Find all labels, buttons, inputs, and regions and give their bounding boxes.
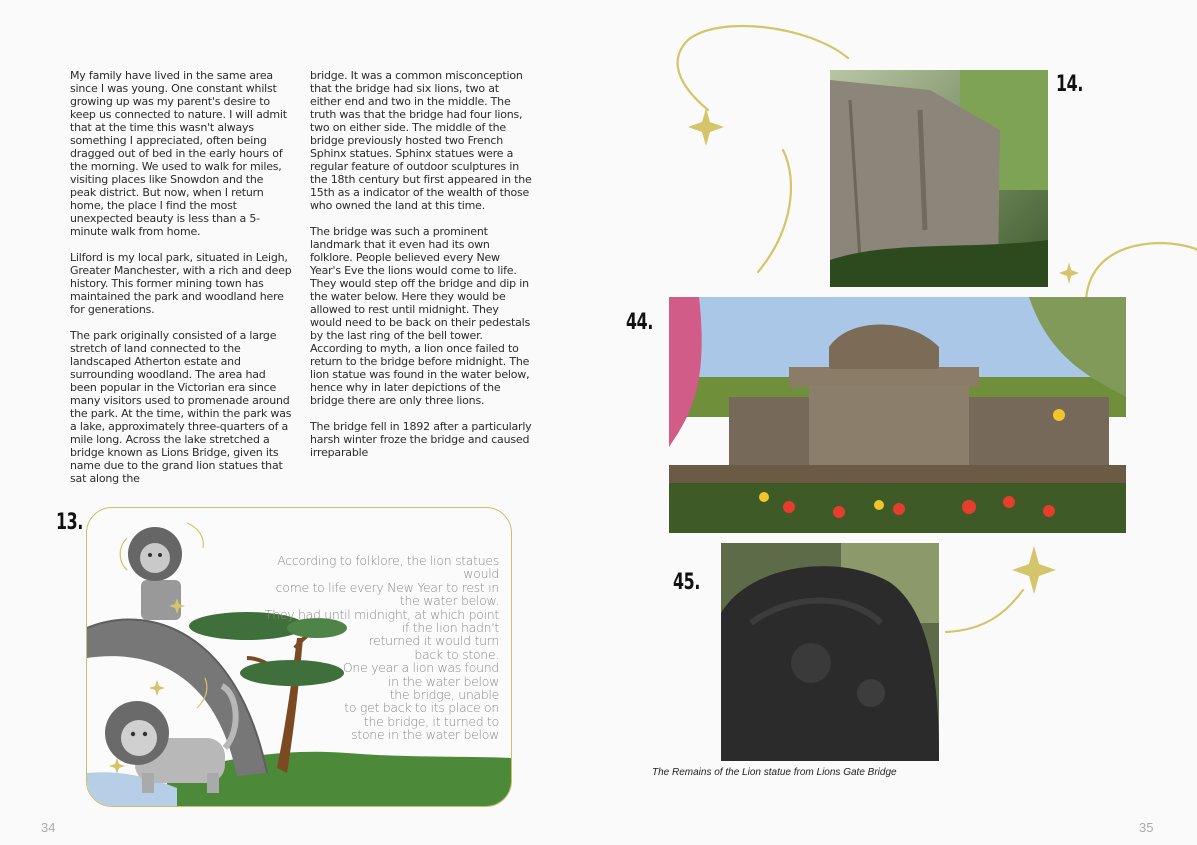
folklore-line: to get back to its place on: [344, 700, 499, 716]
folklore-line: One year a lion was found: [342, 660, 499, 676]
page-number-left: 34: [41, 820, 56, 835]
folklore-line: if the lion hadn't: [401, 620, 499, 636]
lion-folklore-illustration: [86, 507, 512, 807]
folklore-line: They had until midnight, at which point: [264, 606, 499, 622]
folklore-line: in the water below: [387, 673, 499, 689]
photo-stone-wall: [830, 70, 1048, 287]
photo-lion-statue-remains: [721, 543, 939, 761]
folklore-text: [249, 554, 499, 742]
photo-caption: The Remains of the Lion statue from Lions Gate Bridge: [652, 767, 897, 778]
folklore-line: come to life every New Year to rest in: [275, 579, 499, 595]
body-text-column-2: [310, 69, 532, 472]
figure-number-44: 44.: [626, 310, 653, 335]
folklore-line: According to folklore, the lion statues would: [277, 553, 499, 582]
paragraph: Lilford is my local park, situated in Leigh, Greater Manchester, with a rich and deep history. This former mining town has maintained the park and woodland here for generations.: [70, 251, 292, 316]
paragraph: The bridge was such a prominent landmark that it even had its own folklore. People believed every New Year's Eve the lions would come to life. They would step off the bridge and dip in the water below. Here they would be allowed to rest until midnight. They would need to be back on their pedestals by the last ring of the bell tower. According to myth, a lion once failed to return to the bridge before midnight. The lion statue was found in the water below, hence why in later depictions of the bridge there are only three lions.: [310, 225, 531, 407]
sparkle-icon: [1059, 262, 1079, 284]
sparkle-icon: [1012, 546, 1056, 594]
page-number-right: 35: [1139, 820, 1154, 835]
figure-number-13: 13.: [56, 510, 83, 535]
body-text-column-1: [70, 69, 292, 498]
folklore-line: the water below.: [399, 593, 499, 609]
photo-stone-monument: [669, 297, 1126, 533]
folklore-line: back to stone.: [414, 646, 499, 662]
folklore-line: the bridge, it turned to: [363, 713, 499, 729]
paragraph: The bridge fell in 1892 after a particularly harsh winter froze the bridge and caused irreparable: [310, 420, 532, 459]
paragraph: The park originally consisted of a large stretch of land connected to the landscaped Atherton estate and surrounding woodland. The area had been popular in the Victorian era since many visitors used to promenade around the park. At the time, within the park was a lake, approximately three-quarters of a mile long. Across the lake stretched a bridge known as Lions Bridge, given its name due to the grand lion statues that sat along the: [70, 329, 292, 485]
paragraph: My family have lived in the same area since I was young. One constant whilst growing up was my parent's desire to keep us connected to nature. I will admit that at the time this wasn't always something I appreciated, often being dragged out of bed in the early hours of the morning. We used to walk for miles, visiting places like Snowdon and the peak district. But now, when I return home, the place I find the most unexpected beauty is less than a 5-minute walk from home.: [70, 69, 287, 238]
sparkle-icon: [688, 108, 724, 146]
paragraph: bridge. It was a common misconception that the bridge had six lions, two at either end and two in the middle. The truth was that the bridge had four lions, two on either side. The middle of the bridge previously hosted two French Sphinx statues. Sphinx statues were a regular feature of outdoor sculptures in the 18th century but first appeared in the 15th as a indicator of the wealth of those who owned the land at this time.: [310, 69, 532, 212]
figure-number-45: 45.: [673, 570, 700, 595]
folklore-line: the bridge, unable: [389, 687, 499, 703]
figure-number-14: 14.: [1056, 72, 1083, 97]
folklore-line: returned it would turn: [368, 633, 499, 649]
folklore-line: stone in the water below: [351, 727, 499, 743]
